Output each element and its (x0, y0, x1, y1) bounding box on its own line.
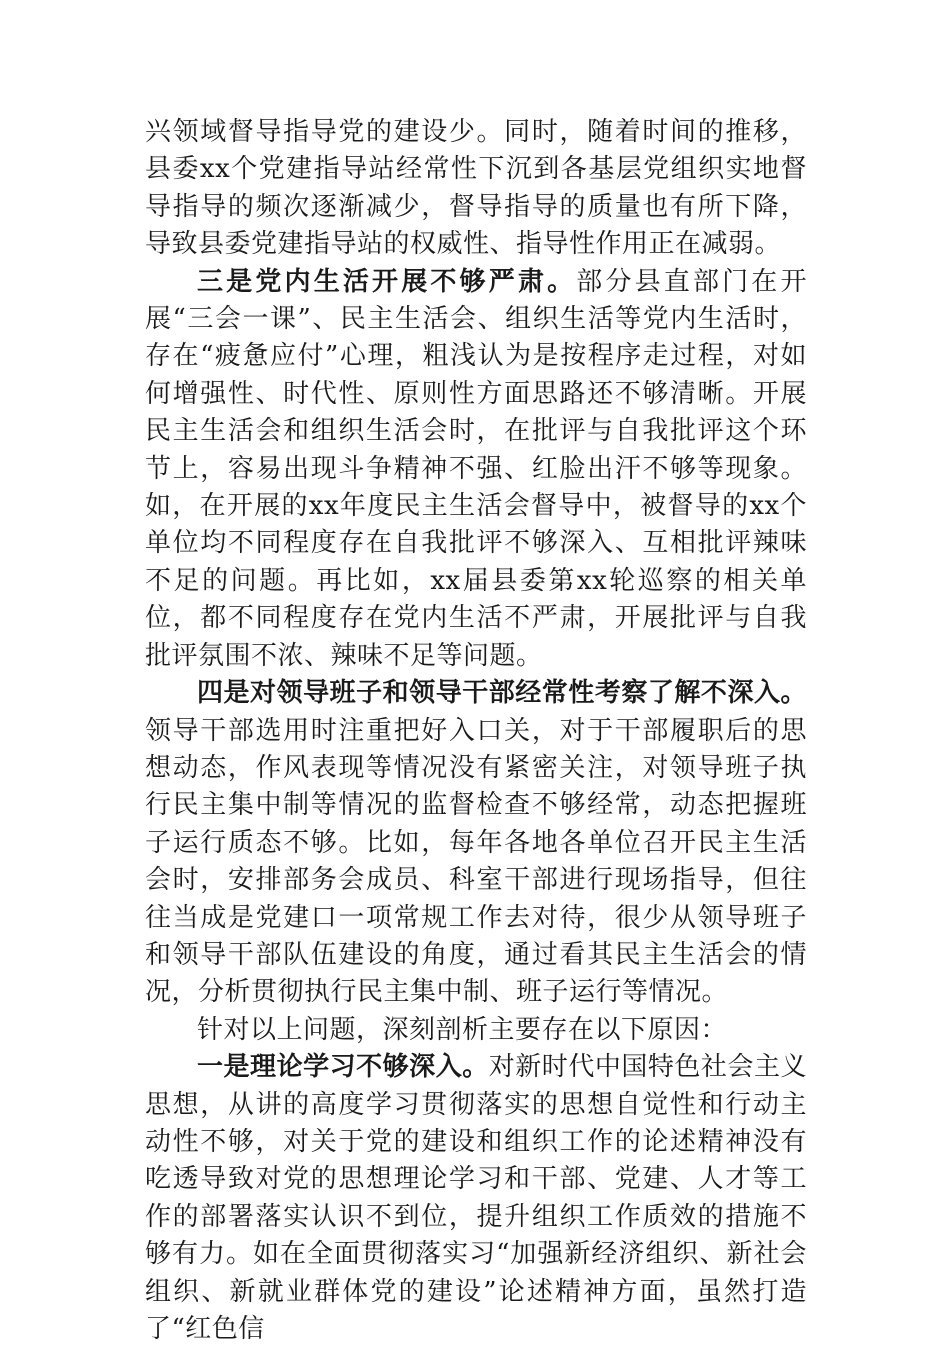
paragraph-heading: 四是对领导班子和领导干部经常性考察了解不深入。 (197, 678, 807, 709)
paragraph-cause-one (145, 1049, 807, 1348)
document-page (145, 114, 807, 1348)
paragraph-text: 对新时代中国特色社会主义思想，从讲的高度学习贯彻落实的思想自觉性和行动主动性不够，对关于党的建设和组织工作的论述精神没有吃透导致对党的思想理论学习和干部、党建、人才等工作的部署落实认识不到位，提升组织工作质效的措施不够有力。如在全面贯彻落实习“加强新经济组织、新社会组织、新就业群体党的建设”论述精神方面，虽然打造了“红色信 (145, 1052, 807, 1344)
paragraph-text: 领导干部选用时注重把好入口关，对于干部履职后的思想动态，作风表现等情况没有紧密关注，对领导班子执行民主集中制等情况的监督检查不够经常，动态把握班子运行质态不够。比如，每年各地各单位召开民主生活会时，安排部务会成员、科室干部进行现场指导，但往往当成是党建口一项常规工作去对待，很少从领导班子和领导干部队伍建设的角度，通过看其民主生活会的情况，分析贯彻执行民主集中制、班子运行等情况。 (145, 715, 807, 1008)
paragraph-heading: 一是理论学习不够深入。 (197, 1052, 489, 1083)
paragraph-causes-intro (145, 1012, 807, 1049)
paragraph-text: 针对以上问题，深刻剖析主要存在以下原因： (197, 1014, 728, 1045)
paragraph-point-four (145, 675, 807, 1012)
paragraph-text: 兴领域督导指导党的建设少。同时，随着时间的推移，县委xx个党建指导站经常性下沉到各基层党组织实地督导指导的频次逐渐减少，督导指导的质量也有所下降，导致县委党建指导站的权威性、指导性作用正在减弱。 (145, 117, 807, 260)
paragraph-heading: 三是党内生活开展不够严肃。 (197, 266, 577, 297)
paragraph-point-three (145, 264, 807, 675)
paragraph-text: 部分县直部门在开展“三会一课”、民主生活会、组织生活等党内生活时，存在“疲惫应付”心理，粗浅认为是按程序走过程，对如何增强性、时代性、原则性方面思路还不够清晰。开展民主生活会和组织生活会时，在批评与自我批评这个环节上，容易出现斗争精神不强、红脸出汗不够等现象。如，在开展的xx年度民主生活会督导中，被督导的xx个单位均不同程度存在自我批评不够深入、互相批评辣味不足的问题。再比如，xx届县委第xx轮巡察的相关单位，都不同程度存在党内生活不严肃，开展批评与自我批评氛围不浓、辣味不足等问题。 (145, 266, 807, 671)
paragraph-continued (145, 114, 807, 264)
